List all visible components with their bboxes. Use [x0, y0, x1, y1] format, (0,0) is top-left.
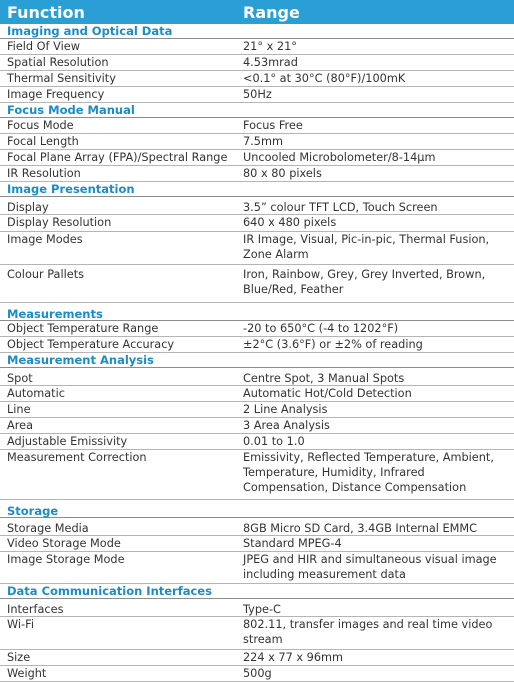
range-cell: 4.53mrad — [243, 56, 298, 69]
table-header — [0, 0, 514, 24]
section-title: Focus Mode Manual — [0, 103, 514, 118]
range-cell: <0.1° at 30°C (80°F)/100mK — [243, 72, 406, 85]
function-cell: Colour Pallets — [7, 268, 85, 281]
range-cell: 500g — [243, 667, 272, 680]
function-cell: Video Storage Mode — [7, 537, 121, 550]
function-cell: Focal Plane Array (FPA)/Spectral Range — [7, 151, 228, 164]
range-cell: 80 x 80 pixels — [243, 167, 322, 180]
table-row — [0, 552, 514, 584]
table-row — [0, 39, 514, 55]
function-cell: Display Resolution — [7, 216, 112, 229]
range-cell: 21° x 21° — [243, 40, 297, 53]
range-cell: Emissivity, Reflected Temperature, Ambient, Temperature, Humidity, Infrared Compensation, Distance Compensation — [243, 451, 494, 494]
range-cell: Type-C — [243, 603, 281, 616]
table-row — [0, 118, 514, 134]
table-row — [0, 434, 514, 450]
function-cell: Automatic — [7, 387, 65, 400]
range-cell: Automatic Hot/Cold Detection — [243, 387, 412, 400]
table-row — [0, 650, 514, 666]
range-cell: JPEG and HIR and simultaneous visual image including measurement data — [243, 553, 497, 581]
function-cell: Thermal Sensitivity — [7, 72, 116, 85]
function-cell: Image Frequency — [7, 88, 105, 101]
function-cell: Adjustable Emissivity — [7, 435, 128, 448]
table-row — [0, 150, 514, 166]
header-function: Function — [7, 2, 85, 22]
table-body — [0, 24, 514, 682]
table-row — [0, 55, 514, 71]
table-row — [0, 402, 514, 418]
table-row — [0, 265, 514, 303]
function-cell: Spot — [7, 372, 33, 385]
section-title: Image Presentation — [0, 182, 514, 197]
table-row — [0, 215, 514, 232]
range-cell: 2 Line Analysis — [243, 403, 328, 416]
table-row — [0, 337, 514, 353]
range-cell: Standard MPEG-4 — [243, 537, 342, 550]
function-cell: IR Resolution — [7, 167, 81, 180]
header-range: Range — [243, 2, 300, 22]
function-cell: Spatial Resolution — [7, 56, 109, 69]
table-row — [0, 87, 514, 103]
table-row — [0, 232, 514, 265]
function-cell: Image Storage Mode — [7, 553, 125, 566]
range-cell: 0.01 to 1.0 — [243, 435, 305, 448]
range-cell: 224 x 77 x 96mm — [243, 651, 344, 664]
range-cell: IR Image, Visual, Pic-in-pic, Thermal Fusion, Zone Alarm — [243, 233, 490, 261]
table-row — [0, 197, 514, 215]
function-cell: Size — [7, 651, 31, 664]
range-cell: Focus Free — [243, 119, 303, 132]
table-row — [0, 518, 514, 536]
function-cell: Wi-Fi — [7, 618, 34, 631]
function-cell: Focus Mode — [7, 119, 74, 132]
function-cell: Line — [7, 403, 31, 416]
section-title: Measurements — [0, 303, 514, 321]
table-row — [0, 450, 514, 500]
range-cell: Iron, Rainbow, Grey, Grey Inverted, Brown, Blue/Red, Feather — [243, 268, 486, 296]
range-cell: 802.11, transfer images and real time video stream — [243, 618, 493, 646]
table-row — [0, 418, 514, 434]
section-title: Data Communication Interfaces — [0, 584, 514, 599]
function-cell: Weight — [7, 667, 47, 680]
range-cell: ±2°C (3.6°F) or ±2% of reading — [243, 338, 423, 351]
function-cell: Display — [7, 201, 49, 214]
function-cell: Interfaces — [7, 603, 64, 616]
section-title: Imaging and Optical Data — [0, 24, 514, 39]
table-row — [0, 666, 514, 682]
function-cell: Object Temperature Range — [7, 322, 159, 335]
range-cell: 8GB Micro SD Card, 3.4GB Internal EMMC — [243, 522, 478, 535]
range-cell: Uncooled Microbolometer/8-14µm — [243, 151, 436, 164]
function-cell: Focal Length — [7, 135, 79, 148]
range-cell: Centre Spot, 3 Manual Spots — [243, 372, 405, 385]
table-row — [0, 617, 514, 650]
section-title: Measurement Analysis — [0, 353, 514, 368]
table-row — [0, 536, 514, 552]
range-cell: 3.5” colour TFT LCD, Touch Screen — [243, 201, 438, 214]
range-cell: 7.5mm — [243, 135, 283, 148]
table-row — [0, 166, 514, 182]
range-cell: 640 x 480 pixels — [243, 216, 337, 229]
table-row — [0, 134, 514, 150]
table-row — [0, 386, 514, 402]
table-row — [0, 71, 514, 87]
function-cell: Field Of View — [7, 40, 80, 53]
function-cell: Area — [7, 419, 33, 432]
function-cell: Object Temperature Accuracy — [7, 338, 175, 351]
range-cell: 3 Area Analysis — [243, 419, 330, 432]
function-cell: Image Modes — [7, 233, 83, 246]
section-title: Storage — [0, 500, 514, 518]
range-cell: -20 to 650°C (-4 to 1202°F) — [243, 322, 399, 335]
function-cell: Storage Media — [7, 522, 89, 535]
range-cell: 50Hz — [243, 88, 272, 101]
function-cell: Measurement Correction — [7, 451, 147, 464]
table-row — [0, 368, 514, 386]
table-row — [0, 321, 514, 337]
table-row — [0, 599, 514, 617]
